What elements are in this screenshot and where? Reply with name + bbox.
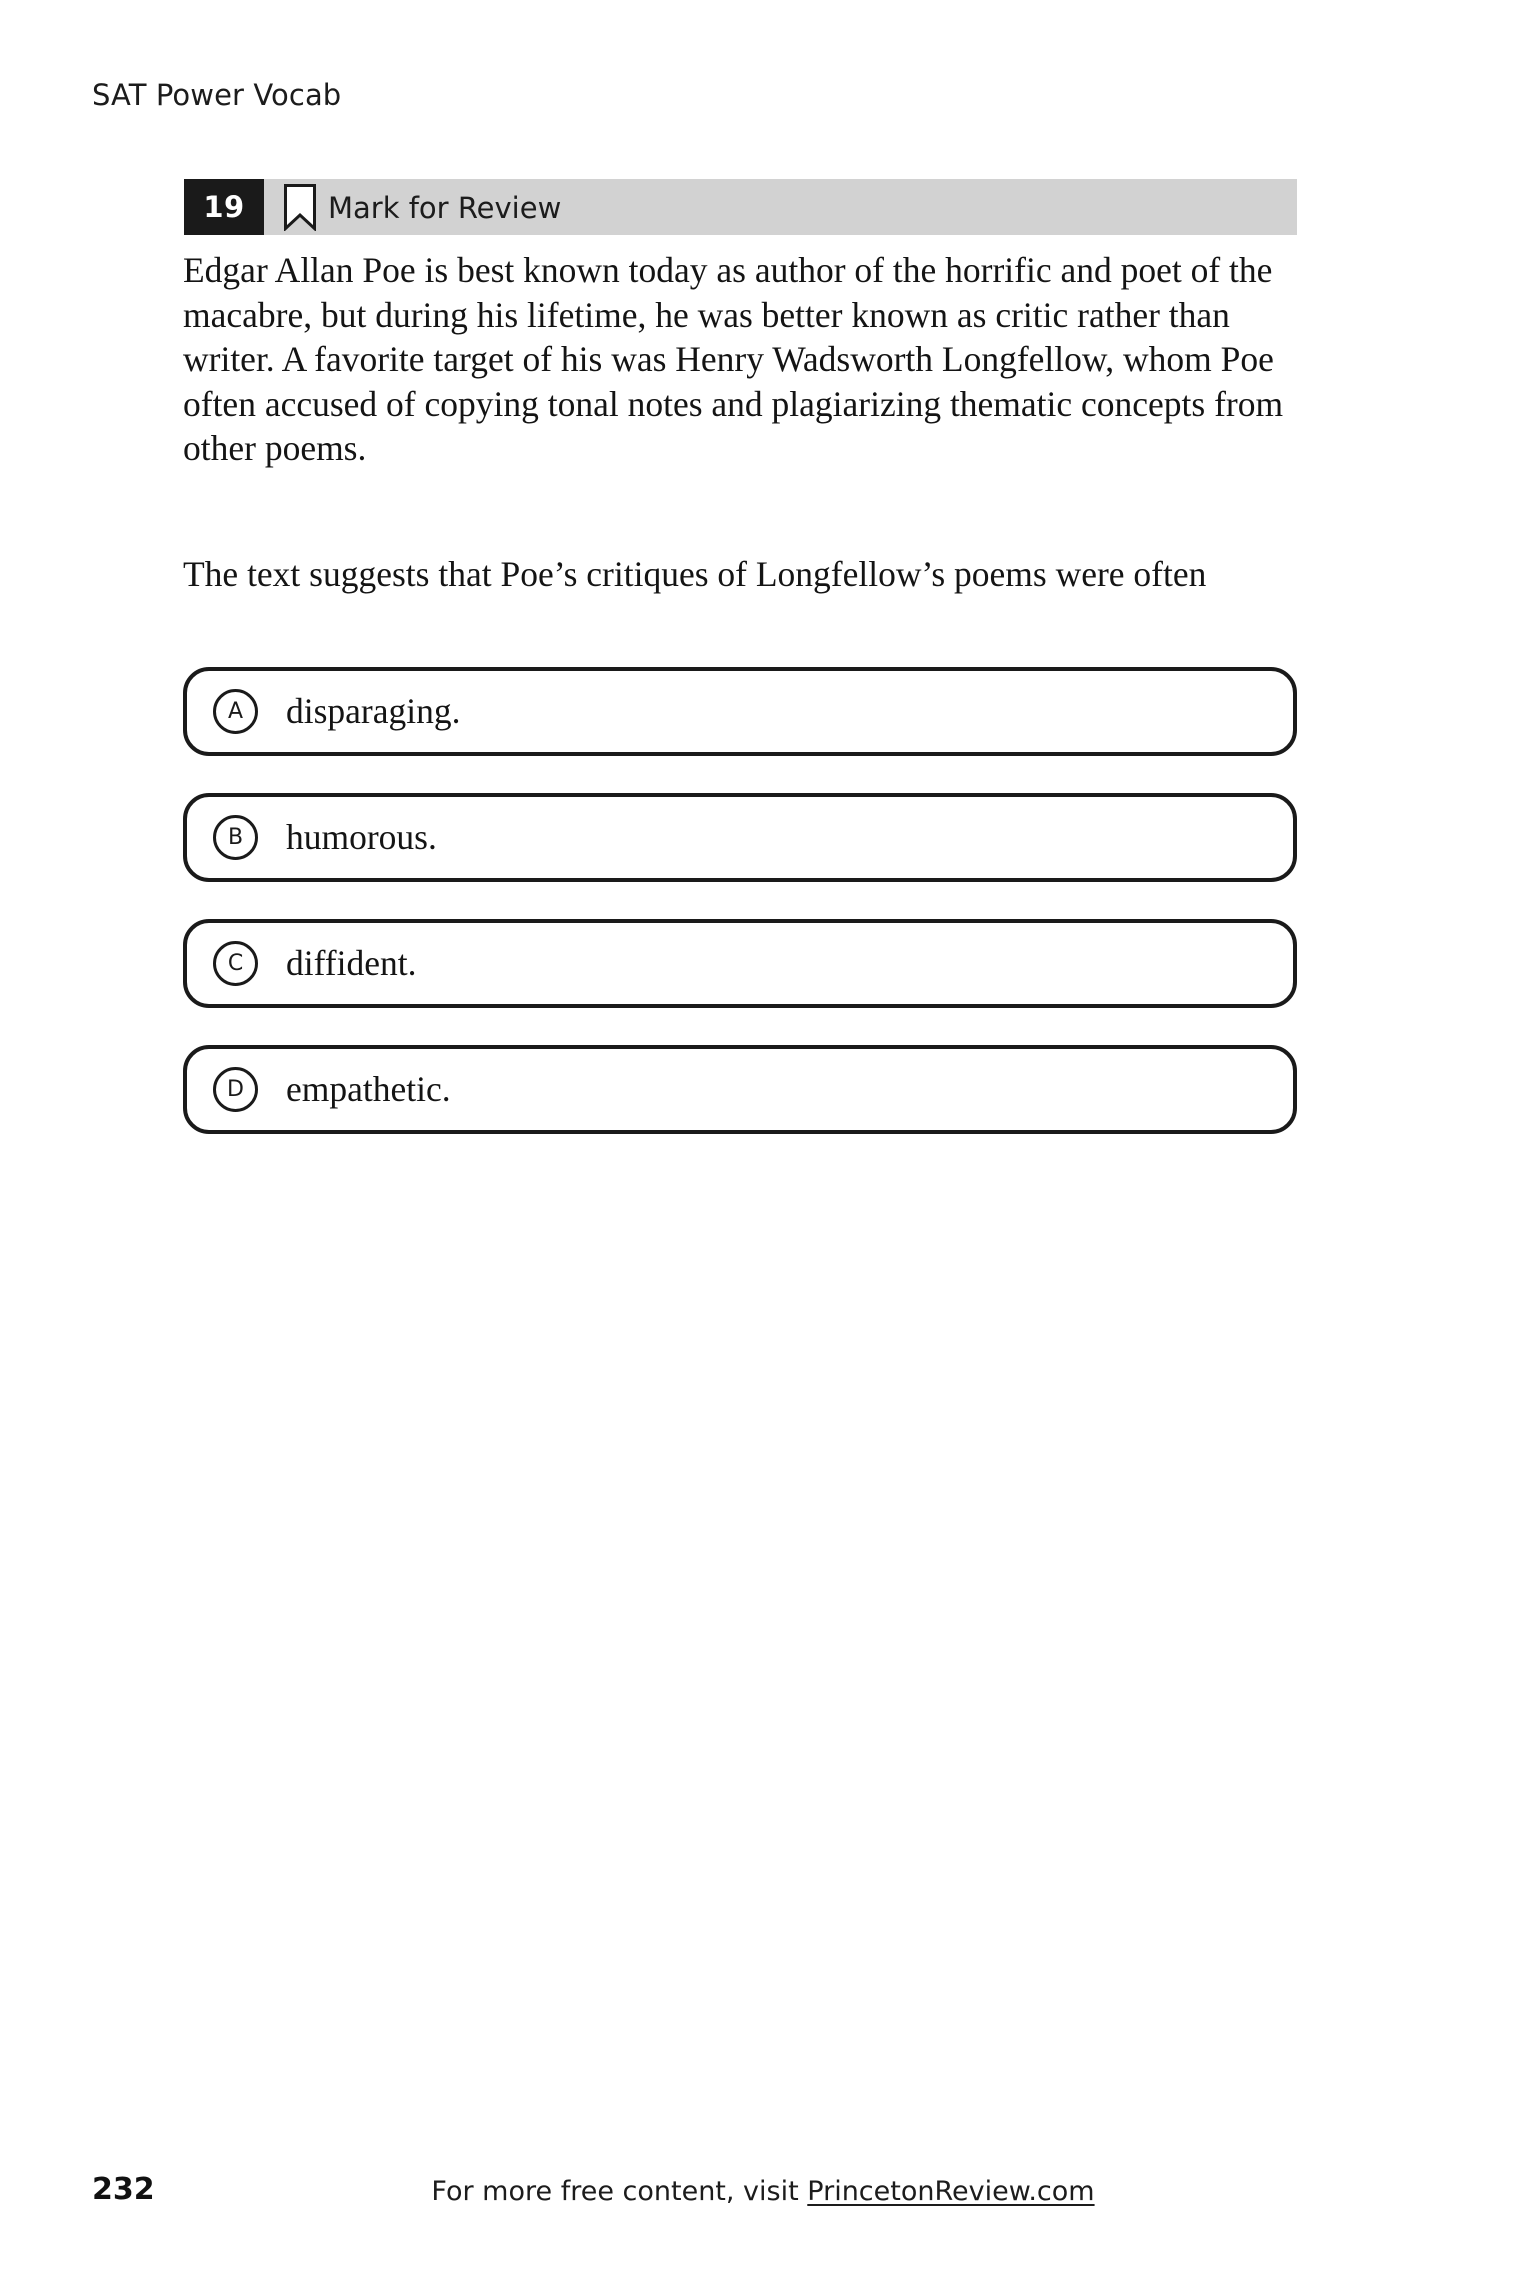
question-stem: The text suggests that Poe’s critiques of Longfellow’s poems were often: [183, 554, 1207, 594]
page-number: 232: [92, 2172, 155, 2207]
answer-choices: [183, 667, 1297, 1171]
answer-choice-d[interactable]: [183, 1045, 1297, 1134]
question-number-badge: 19: [184, 179, 264, 235]
passage-text: Edgar Allan Poe is best known today as author of the horrific and poet of the macabre, but during his lifetime, he was better known as critic rather than writer. A favorite target of his was Henry Wadsworth Longfellow, whom Poe often accused of copying tonal notes and plagiarizing thematic concepts from other poems.: [183, 250, 1284, 469]
bookmark-icon: [283, 183, 317, 231]
choice-text-a: disparaging.: [286, 690, 461, 731]
footer-link[interactable]: PrincetonReview.com: [807, 2176, 1095, 2207]
mark-for-review-label: Mark for Review: [328, 190, 562, 225]
choice-letter-c: C: [213, 941, 258, 986]
choice-letter-b: B: [213, 815, 258, 860]
footer-note-prefix: For more free content, visit: [431, 2176, 808, 2207]
choice-letter-a: A: [213, 689, 258, 734]
question-header-bar: [184, 179, 1297, 235]
choice-text-c: diffident.: [286, 942, 417, 983]
choice-letter-d: D: [213, 1067, 258, 1112]
footer-note: [0, 2176, 1526, 2207]
answer-choice-b[interactable]: [183, 793, 1297, 882]
answer-choice-c[interactable]: [183, 919, 1297, 1008]
running-head: SAT Power Vocab: [92, 78, 342, 112]
choice-text-b: humorous.: [286, 816, 437, 857]
mark-for-review-button[interactable]: [264, 179, 561, 235]
choice-text-d: empathetic.: [286, 1068, 451, 1109]
answer-choice-a[interactable]: [183, 667, 1297, 756]
